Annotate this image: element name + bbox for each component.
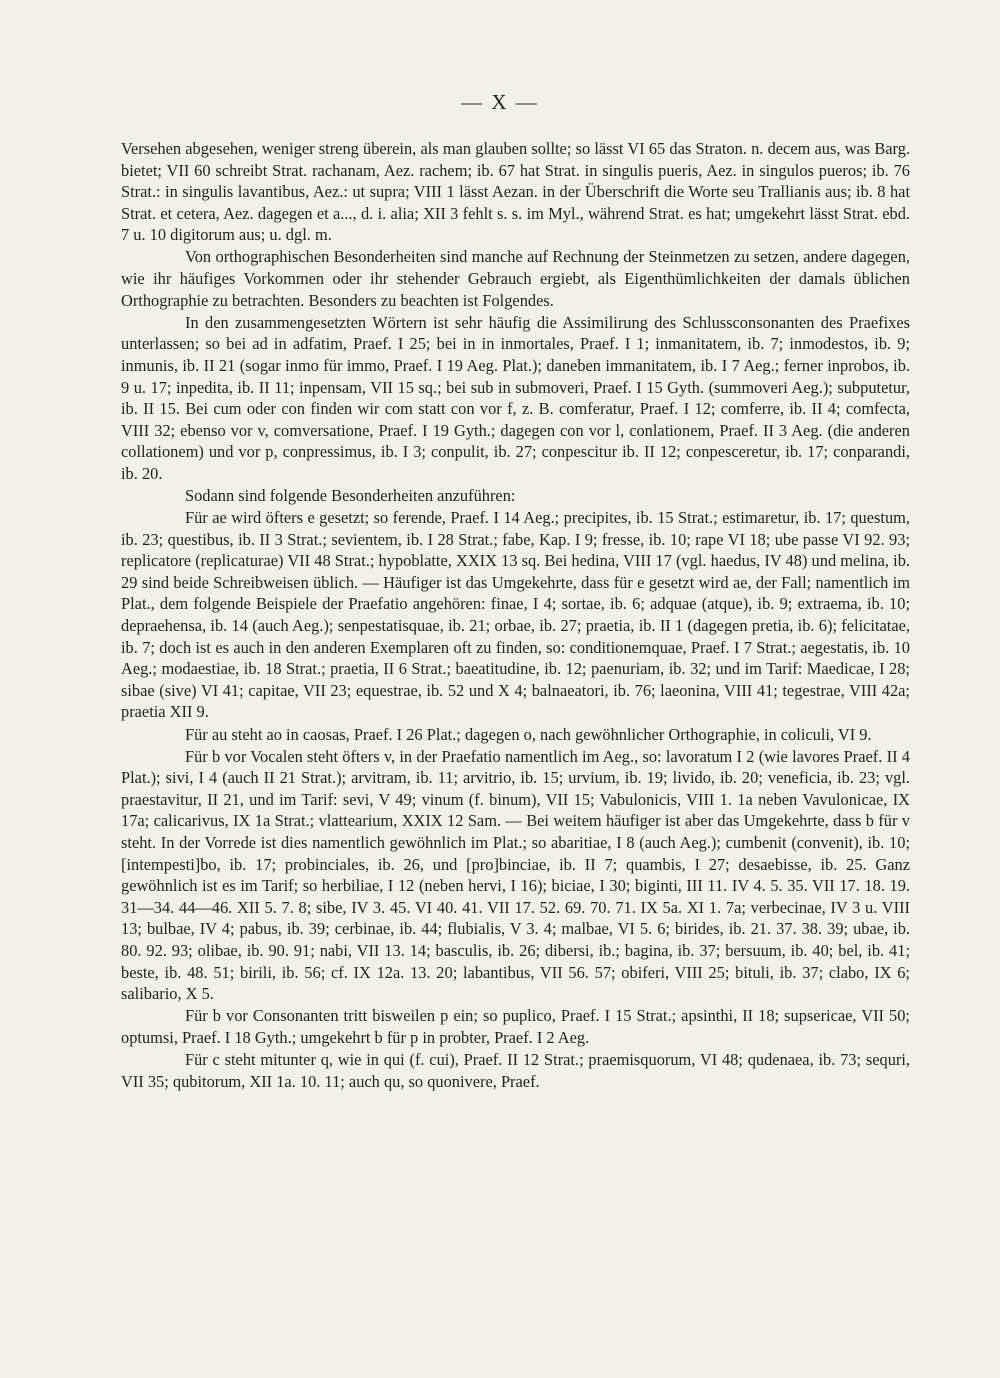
paragraph: In den zusammengesetzten Wörtern ist sehr häufig die Assimilirung des Schlussconsonanten des Praefixes unterlassen; so bei ad in adfatim, Praef. I 25; bei in in inmortales, Praef. I 1; inmanitatem, ib. 7; inmodestos, ib. 9; inmunis, ib. II 21 (sogar inmo für immo, Praef. I 19 Aeg. Plat.); daneben immanitatem, ib. I 7 Aeg.; ferner inprobos, ib. 9 u. 17; inpedita, ib. II 11; inpensam, VII 15 sq.; bei sub in submoveri, Praef. I 15 Gyth. (summoveri Aeg.); subputetur, ib. II 15. Bei cum oder con finden wir com statt con vor f, z. B. comferatur, Praef. I 12; comferre, ib. II 4; comfecta, VIII 32; ebenso vor v, comversatione, Praef. I 19 Gyth.; dagegen con vor l, conlationem, Praef. II 3 Aeg. (die anderen collationem) und vor p, conpressimus, ib. I 3; conpulit, ib. 27; conpescitur ib. II 12; conpesceretur, ib. 17; conparandi, ib. 20. — [121, 312, 910, 483]
body-text — [121, 138, 910, 1092]
paragraph: Von orthographischen Besonderheiten sind manche auf Rechnung der Steinmetzen zu setzen, andere dagegen, wie ihr häufiges Vorkommen oder ihr stehender Gebrauch ergiebt, als Eigenthümlichkeiten der damals üblichen Orthographie zu betrachten. Besonders zu beachten ist Folgendes. — [121, 247, 910, 310]
paragraph: Versehen abgesehen, weniger streng überein, als man glauben sollte; so lässt VI 65 das Straton. n. decem aus, was Barg. bietet; VII 60 schreibt Strat. rachanam, Aez. rachem; ib. 67 hat Strat. in singulis pueris, Aez. in singulos pueros; ib. 76 Strat.: in singulis lavantibus, Aez.: ut supra; VIII 1 lässt Aezan. in der Überschrift die Worte seu Trallianis aus; ib. 8 hat Strat. et cetera, Aez. dagegen et a..., d. i. alia; XII 3 fehlt s. s. im Myl., während Strat. es hat; umgekehrt lässt Strat. ebd. 7 u. 10 digitorum aus; u. dgl. m. — [121, 139, 910, 245]
paragraph: Für au steht ao in caosas, Praef. I 26 Plat.; dagegen o, nach gewöhnlicher Orthographie, in coliculi, VI 9. — [185, 724, 872, 744]
paragraph: Für b vor Vocalen steht öfters v, in der Praefatio namentlich im Aeg., so: lavoratum I 2 (wie lavores Praef. II 4 Plat.); sivi, I 4 (auch II 21 Strat.); arvitram, ib. 11; arvitrio, ib. 15; urvium, ib. 19; livido, ib. 20; veneficia, ib. 23; vgl. praestavitur, II 21, und im Tarif: sevi, V 49; vinum (f. binum), VII 15; Vabulonicis, VIII 1. 1a neben Vavulonicae, IX 17a; calicarivus, IX 1a Strat.; vlattearium, XXIX 12 Sam. — Bei weitem häufiger ist aber das Umgekehrte, dass b für v steht. In der Vorrede ist dies namentlich gewöhnlich im Plat.; so abaritiae, I 8 (auch Aeg.); cumbenit (convenit), ib. 10; [intempesti]bo, ib. 17; probinciales, ib. 26, und [pro]binciae, ib. II 7; quambis, I 27; desaebisse, ib. 25. Ganz gewöhnlich ist es im Tarif; so herbiliae, I 12 (neben hervi, I 16); biciae, I 30; biginti, III 11. IV 4. 5. 35. VII 17. 18. 19. 31—34. 44—46. XII 5. 7. 8; sibe, IV 3. 45. VI 40. 41. VII 17. 52. 69. 70. 71. IX 5a. XI 1. 7a; verbecinae, IV 3 u. VIII 13; bulbae, IV 4; pabus, ib. 39; cerbinae, ib. 44; flubialis, V 3. 4; malbae, VI 5. 6; birides, ib. 21. 37. 38. 39; ubae, ib. 80. 92. 93; olibae, ib. 90. 91; nabi, VII 13. 14; basculis, ib. 26; dibersi, ib.; bagina, ib. 37; bersuum, ib. 40; bel, ib. 41; beste, ib. 48. 51; birili, ib. 56; cf. IX 12a. 13. 20; labantibus, VII 56. 57; obiferi, VIII 25; bituli, ib. 37; clabo, IX 6; salibario, X 5. — [121, 746, 910, 1004]
paragraph: Für c steht mitunter q, wie in qui (f. cui), Praef. II 12 Strat.; praemisquorum, VI 48; qudenaea, ib. 73; sequri, VII 35; qubitorum, XII 1a. 10. 11; auch qu, so quonivere, Praef. — [121, 1049, 910, 1091]
paragraph: Für b vor Consonanten tritt bisweilen p ein; so puplico, Praef. I 15 Strat.; apsinthi, II 18; supsericae, VII 50; optumsi, Praef. I 18 Gyth.; umgekehrt b für p in probter, Praef. I 2 Aeg. — [121, 1006, 910, 1047]
page-number-header: — X — — [461, 90, 539, 114]
paragraph: Für ae wird öfters e gesetzt; so ferende, Praef. I 14 Aeg.; precipites, ib. 15 Strat.; estimaretur, ib. 17; questum, ib. 23; questibus, ib. II 3 Strat.; sevientem, ib. I 28 Strat.; fabe, Kap. I 9; fresse, ib. 10; rape VI 18; ube passe VI 92. 93; replicatore (replicaturae) VII 48 Strat.; hypoblatte, XXIX 13 sq. Bei hedina, VIII 17 (vgl. haedus, IV 48) und melina, ib. 29 sind beide Schreibweisen üblich. — Häufiger ist das Umgekehrte, dass für e gesetzt wird ae, der Fall; namentlich im Plat., dem folgende Beispiele der Praefatio angehören: finae, I 4; sortae, ib. 6; adquae (atque), ib. 9; extraema, ib. 10; depraehensa, ib. 14 (auch Aeg.); senpestatisquae, ib. 21; orbae, ib. 27; praetia, ib. II 1 (dagegen pretia, ib. 6); felicitatae, ib. 7; doch ist es auch in den anderen Exemplaren oft zu finden, so: conditionemquae, Praef. I 7 Strat.; aegestatis, ib. 10 Aeg.; modaestiae, ib. 18 Strat.; praetia, II 6 Strat.; baeatitudine, ib. 12; paenuriam, ib. 32; und im Tarif: Maedicae, I 28; sibae (sive) VI 41; capitae, VII 23; equestrae, ib. 52 und X 4; balnaeatori, ib. 76; laeonina, VIII 41; tegestrae, VIII 42a; praetia XII 9. — [121, 508, 910, 722]
paragraph: Sodann sind folgende Besonderheiten anzuführen: — [185, 486, 516, 505]
